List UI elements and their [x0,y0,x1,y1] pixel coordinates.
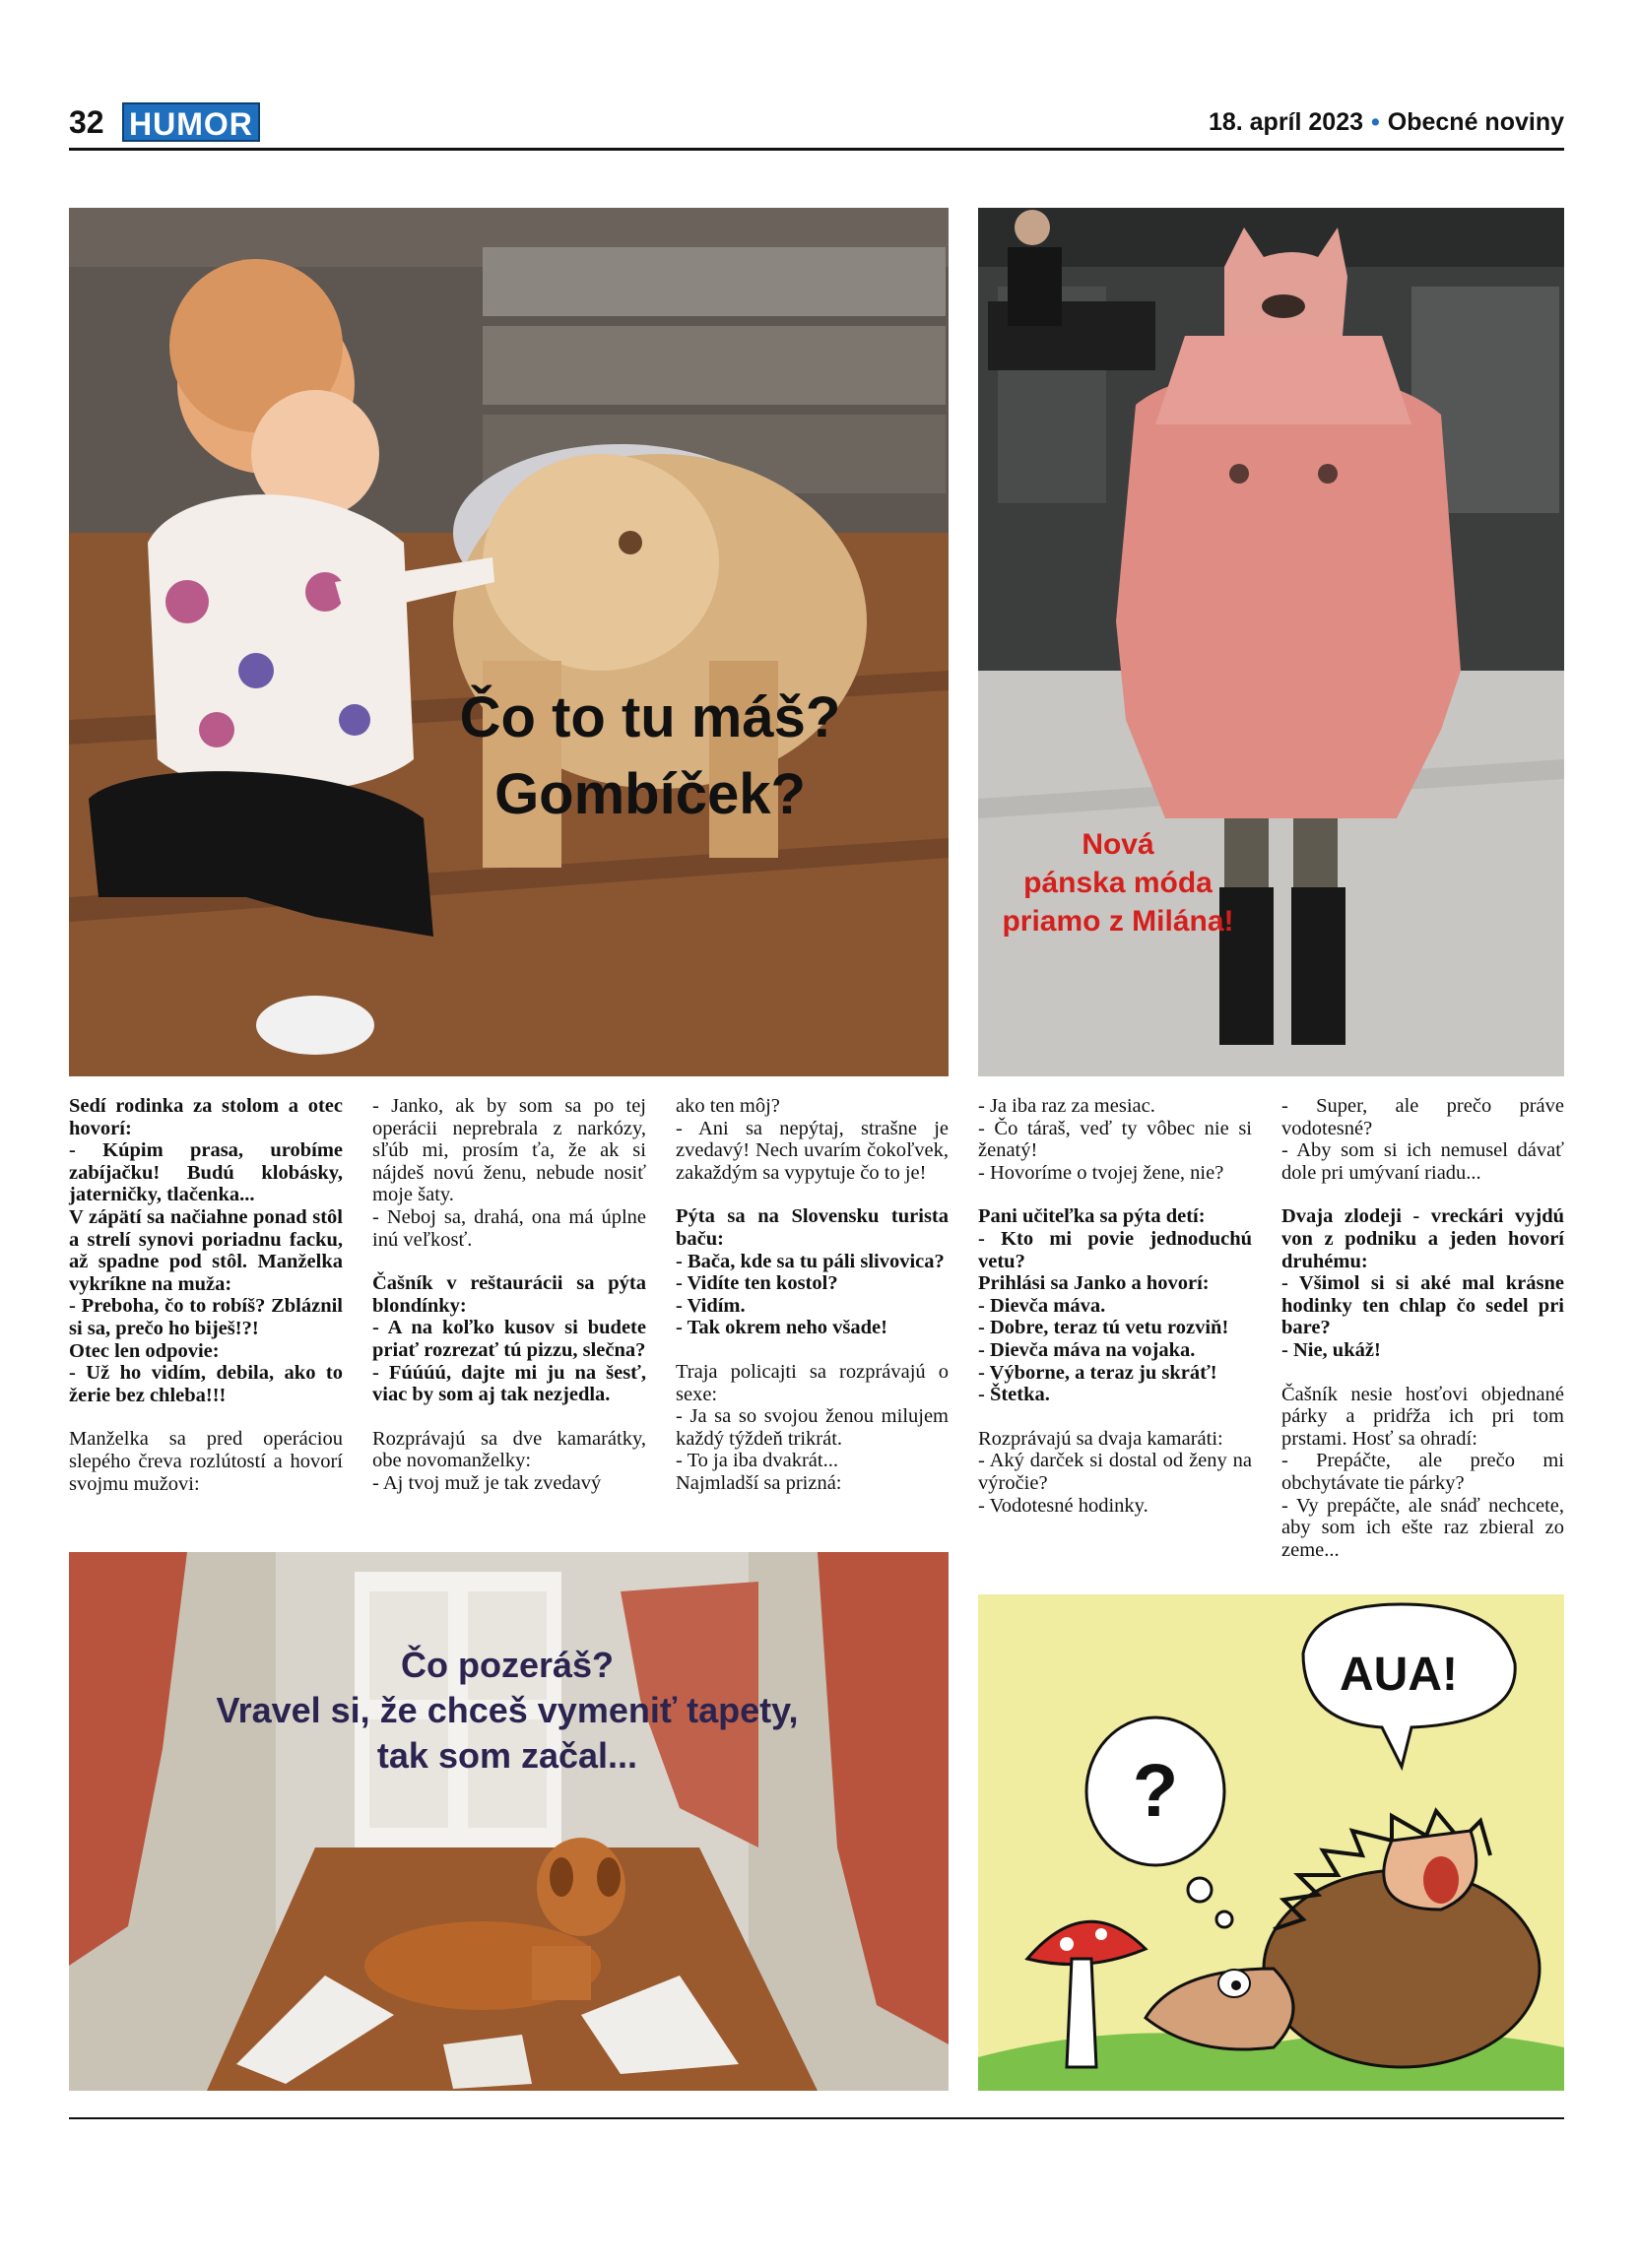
joke-column-2 [372,1095,646,1495]
joke-paragraph: - Kto mi povie jednoduchú vetu? [978,1227,1252,1272]
paragraph-gap [978,1184,1252,1205]
joke-paragraph: - Čo táraš, veď ty vôbec nie si ženatý! [978,1117,1252,1162]
caption-line: Čo to tu máš? [459,685,841,749]
photo-wallpaper-dog [69,1552,949,2091]
page-header [69,102,1564,148]
paragraph-gap [676,1339,949,1361]
header-rule [69,148,1564,151]
joke-paragraph: - Vidím. [676,1294,746,1317]
separator-dot: • [1371,108,1380,136]
joke-paragraph: - Janko, ak by som sa po tej operácii neprebrala z narkózy, sľúb mi, prosím ťa, že ak si nájdeš novú ženu, nebude nosiť moje šaty. [372,1095,646,1206]
joke-paragraph: Dvaja zlodeji - vreckári vyjdú von z podniku a jeden hovorí druhému: [1281,1205,1564,1272]
joke-paragraph: - Bača, kde sa tu páli slivovica? [676,1250,945,1272]
joke-paragraph: - Aj tvoj muž je tak zvedavý [372,1471,602,1494]
photo-fashion-model [978,208,1564,1076]
joke-paragraph: - Fúúúú, dajte mi ju na šesť, viac by som aj tak nezjedla. [372,1361,646,1406]
joke-paragraph: - Kúpim prasa, urobíme zabíjačku! Budú klobásky, jaterničky, tlačenka... [69,1139,343,1206]
joke-column-1 [69,1095,343,1495]
joke-paragraph: - Nie, ukáž! [1281,1338,1381,1361]
joke-paragraph: Rozprávajú sa dvaja kamaráti: [978,1427,1223,1450]
paragraph-gap [978,1406,1252,1428]
paragraph-gap [1281,1184,1564,1205]
joke-paragraph: Pýta sa na Slovensku turista baču: [676,1205,949,1250]
joke-paragraph: - A na koľko kusov si budete priať rozrezať tú pizzu, slečna? [372,1317,646,1361]
joke-paragraph: - Ja sa so svojou ženou milujem každý týždeň trikrát. [676,1405,949,1450]
joke-column-3 [676,1095,949,1495]
section-label: HUMOR [122,102,260,142]
joke-paragraph: - Tak okrem neho všade! [676,1317,887,1339]
thought-question-mark: ? [1132,1749,1179,1833]
caption-line: priamo z Milána! [1002,905,1234,938]
joke-paragraph: - Ani sa nepýtaj, strašne je zvedavý! Nech uvarím čokoľvek, zakaždým sa vypytuje čo to je! [676,1117,949,1184]
caption-line: Nová [1082,828,1154,861]
joke-paragraph: Najmladší sa prizná: [676,1471,842,1494]
caption-line: pánska móda [1023,867,1213,899]
joke-paragraph: - Dobre, teraz tú vetu rozviň! [978,1317,1229,1339]
joke-column-4 [978,1095,1252,1517]
caption-line: Vravel si, že chceš vymeniť tapety, [216,1690,799,1730]
joke-paragraph: - Prepáčte, ale prečo mi obchytávate tie párky? [1281,1450,1564,1494]
joke-paragraph: - Vy prepáčte, ale snáď nechcete, aby som ich ešte raz zbieral zo zeme... [1281,1494,1564,1561]
issue-date: 18. apríl 2023 [1208,108,1364,136]
joke-paragraph: - Vidíte ten kostol? [676,1272,838,1295]
joke-paragraph: - To ja iba dvakrát... [676,1450,838,1472]
joke-paragraph: - Super, ale prečo práve vodotesné? [1281,1095,1564,1139]
joke-paragraph: - Vodotesné hodinky. [978,1494,1148,1517]
joke-paragraph: - Preboha, čo to robíš? Zbláznil si sa, prečo ho biješ!?! [69,1295,343,1339]
joke-paragraph: Pani učiteľka sa pýta detí: [978,1205,1206,1228]
photo-caption-wallpaper [108,1643,906,1779]
paragraph-gap [372,1406,646,1428]
joke-paragraph: - Všimol si si aké mal krásne hodinky ten chlap čo sedel pri bare? [1281,1272,1564,1339]
photo-child-dog [69,208,949,1076]
joke-paragraph: - Ja iba raz za mesiac. [978,1095,1155,1117]
joke-paragraph: Manželka sa pred operáciou slepého čreva rozlútostí a hovorí svojmu mužovi: [69,1428,343,1495]
joke-paragraph: - Už ho vidím, debila, ako to žerie bez chleba!!! [69,1362,343,1406]
caption-line: tak som začal... [376,1735,638,1776]
page-number: 32 [69,104,104,140]
joke-paragraph: Prihlási sa Janko a hovorí: [978,1272,1210,1295]
joke-paragraph: - Štetka. [978,1384,1050,1406]
issue-info [1209,102,1564,142]
joke-paragraph: - Aký darček si dostal od ženy na výročie? [978,1450,1252,1494]
joke-paragraph: - Neboj sa, drahá, ona má úplne inú veľkosť. [372,1205,646,1251]
paragraph-gap [1281,1362,1564,1384]
joke-paragraph: - Dievča máva. [978,1294,1106,1317]
joke-paragraph: ako ten môj? [676,1095,780,1117]
photo-caption-child-dog [374,680,926,833]
joke-paragraph: Čašník nesie hosťovi objednané párky a pridŕža ich pri tom prstami. Hosť sa ohradí: [1281,1383,1564,1450]
paragraph-gap [372,1251,646,1272]
caption-line: Čo pozeráš? [400,1645,615,1685]
joke-paragraph: Rozprávajú sa dve kamarátky, obe novomanželky: [372,1427,646,1472]
footer-rule [69,2117,1564,2119]
joke-paragraph: Traja policajti sa rozprávajú o sexe: [676,1360,949,1405]
photo-caption-fashion [985,825,1251,940]
joke-paragraph: - Aby som si ich nemusel dávať dole pri umývaní riadu... [1281,1139,1564,1184]
joke-paragraph: - Výborne, a teraz ju skráť! [978,1361,1217,1384]
joke-paragraph: Čašník v reštaurácii sa pýta blondínky: [372,1272,646,1317]
paragraph-gap [69,1406,343,1428]
joke-paragraph: Sedí rodinka za stolom a otec hovorí: [69,1095,343,1139]
speech-bubble-text: AUA! [1340,1649,1458,1701]
paragraph-gap [676,1184,949,1205]
caption-line: Gombíček? [494,762,806,826]
joke-paragraph: - Dievča máva na vojaka. [978,1338,1196,1361]
publication-name: Obecné noviny [1387,108,1564,136]
joke-paragraph: - Hovoríme o tvojej žene, nie? [978,1161,1224,1184]
joke-paragraph: V zápätí sa načiahne ponad stôl a strelí synovi poriadnu facku, až spadne pod stôl. Manželka vykríkne na muža: [69,1205,343,1295]
joke-paragraph: Otec len odpovie: [69,1339,220,1362]
joke-column-5 [1281,1095,1564,1561]
